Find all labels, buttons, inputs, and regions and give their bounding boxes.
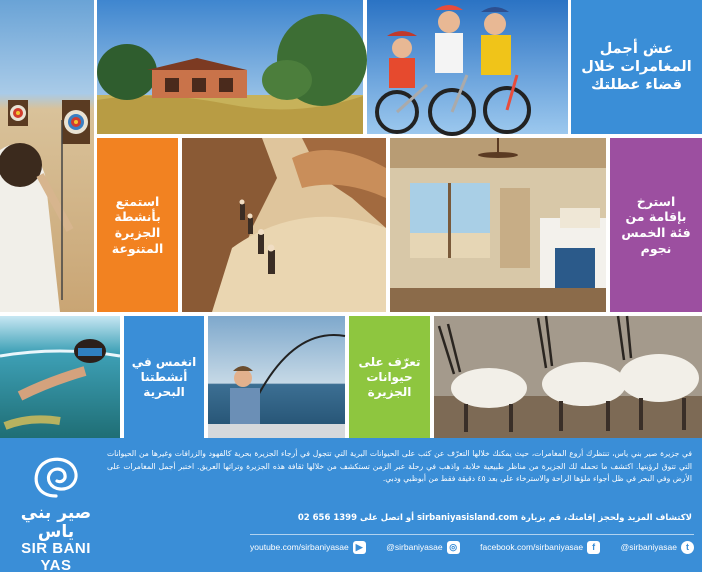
social-links-row bbox=[250, 538, 694, 556]
facebook-handle[interactable]: facebook.com/sirbaniyasae bbox=[480, 542, 584, 552]
logo-tagline: Desert Islands, جزر الصحراء bbox=[8, 574, 113, 585]
youtube-icon[interactable]: ▶ bbox=[353, 541, 366, 554]
stay-caption: استرخ بإقامة من فئة الخمس نجوم bbox=[621, 193, 691, 256]
contact-line[interactable]: لاكتشاف المزيد ولحجز إقامتك، قم بزيارة sirbaniyasisland.com أو اتصل على 1399 656 02 bbox=[297, 513, 692, 523]
marine-caption: انغمس في أنشطتنا البحرية bbox=[131, 354, 197, 399]
activities-caption: استمتع بأنشطة الجزيرة المتنوعة bbox=[111, 193, 164, 256]
wildlife-text-tile bbox=[349, 316, 430, 438]
activities-text-tile bbox=[97, 138, 178, 312]
villa-photo bbox=[97, 0, 363, 134]
fishing-photo bbox=[208, 316, 345, 438]
logo-english-text: SIR BANI YAS bbox=[21, 540, 91, 574]
instagram-handle[interactable]: @sirbaniyasae bbox=[386, 542, 443, 552]
bedroom-photo bbox=[390, 138, 606, 312]
cycling-photo bbox=[367, 0, 568, 134]
facebook-icon[interactable]: f bbox=[587, 541, 600, 554]
instagram-link[interactable] bbox=[386, 541, 459, 554]
instagram-icon[interactable]: ◎ bbox=[447, 541, 460, 554]
logo-arabic-text: صير بني ياس bbox=[20, 503, 92, 542]
facebook-link[interactable] bbox=[480, 541, 600, 554]
wildlife-caption: تعرّف على حيوانات الجزيرة bbox=[358, 354, 421, 399]
snorkeling-photo bbox=[0, 316, 120, 438]
archery-photo bbox=[0, 0, 94, 312]
youtube-link[interactable] bbox=[250, 541, 366, 554]
youtube-handle[interactable]: youtube.com/sirbaniyasae bbox=[250, 542, 349, 552]
stay-text-tile bbox=[610, 138, 702, 312]
marine-text-tile bbox=[124, 316, 204, 438]
sir-bani-yas-logo bbox=[8, 452, 113, 585]
description-paragraph: في جزيرة صير بني ياس، تنتظرك أروع المغامرات، حيث يمكنك خلالها التعرّف عن كثب على الحيوانات البرية التي تتجول في أرجاء الجزيرة بحرية كالفهود والزرافات وغيرها من الحيوانات التي تتوق لرؤيتها. اكتشف ما تحمله لك الجزيرة من مناظر طبيعية خلابة، واذهب في رحلة عبر الزمن تستكشف من خلالها ثقافة هذه الجزيرة وتراثها العريق. اختبر أجمل المغامرات على الأرض وفي البحر في ظل أجواء ملؤها الراحة والاسترخاء على بعد ٤٥ دقيقة فقط من أبوظبي ودبي. bbox=[107, 449, 692, 483]
spiral-logo-icon bbox=[28, 452, 84, 498]
oryx-photo bbox=[434, 316, 702, 438]
desert-hiking-photo bbox=[182, 138, 386, 312]
adventure-caption: عش أجمل المغامرات خلال قضاء عطلتك bbox=[581, 40, 692, 94]
info-footer bbox=[0, 438, 702, 585]
social-divider bbox=[250, 534, 694, 535]
adventure-text-tile bbox=[571, 0, 702, 134]
twitter-handle[interactable]: @sirbaniyasae bbox=[620, 542, 677, 552]
twitter-icon[interactable]: t bbox=[681, 541, 694, 554]
twitter-link[interactable] bbox=[621, 541, 694, 554]
